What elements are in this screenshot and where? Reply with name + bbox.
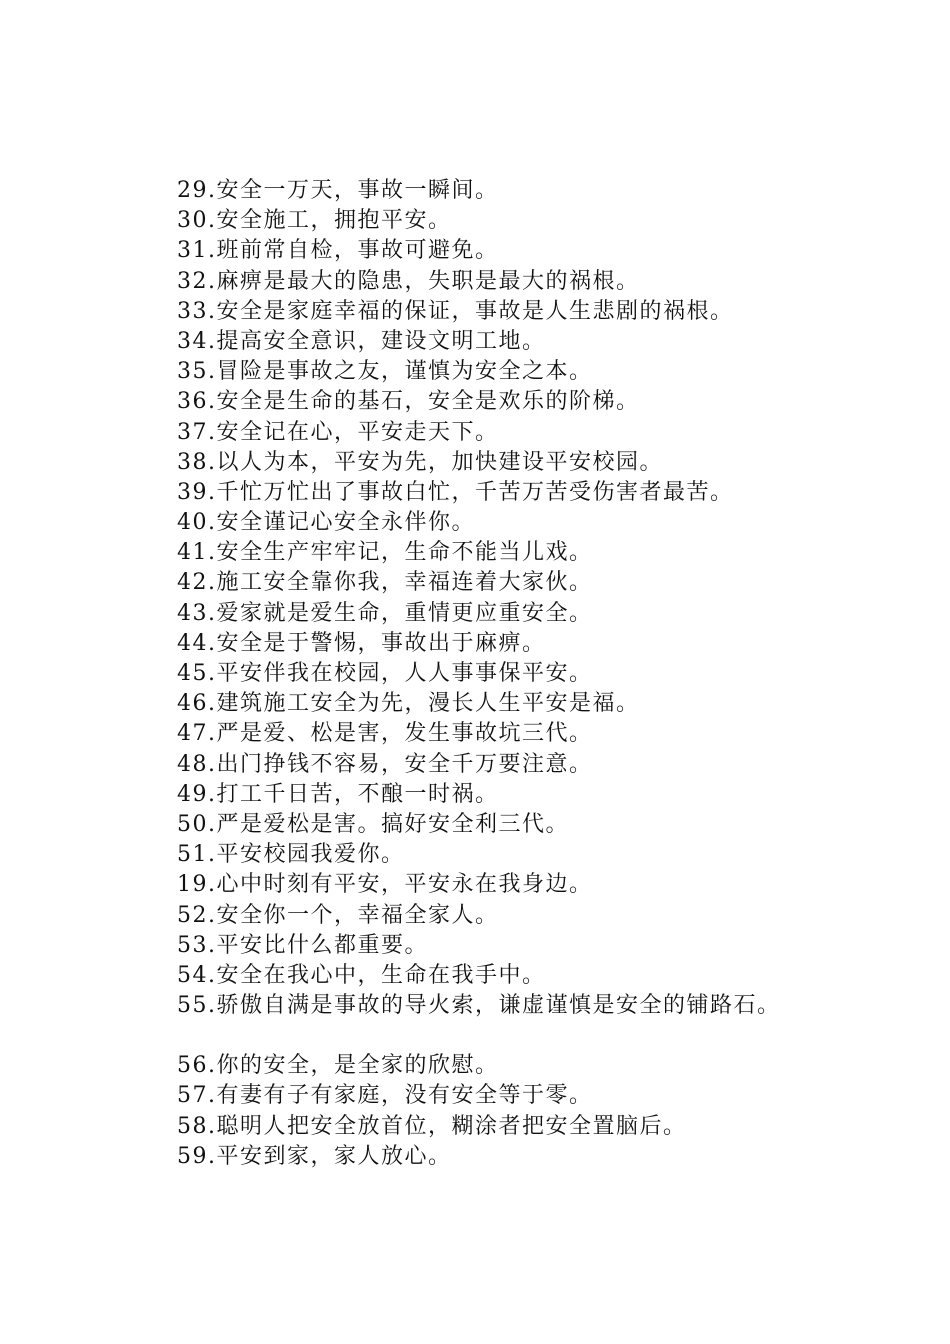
list-item: 40.安全谨记心安全永伴你。 [177, 510, 475, 536]
list-item: 29.安全一万天，事故一瞬间。 [177, 178, 499, 203]
list-item: 33.安全是家庭幸福的保证，事故是人生悲剧的祸根。 [177, 298, 734, 324]
list-item: 39.千忙万忙出了事故白忙，千苦万苦受伤害者最苦。 [177, 479, 734, 505]
list-item: 41.安全生产牢牢记，生命不能当儿戏。 [177, 540, 593, 566]
list-item: 37.安全记在心，平安走天下。 [177, 419, 499, 445]
list-item: 31.班前常自检，事故可避免。 [177, 238, 499, 264]
list-item: 38.以人为本，平安为先，加快建设平安校园。 [177, 449, 663, 475]
list-item: 47.严是爱、松是害，发生事故坑三代。 [177, 721, 593, 747]
list-item: 34.提高安全意识，建设文明工地。 [177, 328, 546, 354]
list-item: 57.有妻有子有家庭，没有安全等于零。 [177, 1083, 593, 1109]
list-item: 43.爱家就是爱生命，重情更应重安全。 [177, 600, 593, 626]
list-item: 30.安全施工，拥抱平安。 [177, 208, 452, 234]
list-item: 54.安全在我心中，生命在我手中。 [177, 962, 546, 988]
list-item: 50.严是爱松是害。搞好安全利三代。 [177, 811, 569, 837]
list-item: 42.施工安全靠你我，幸福连着大家伙。 [177, 570, 593, 596]
list-item: 32.麻痹是最大的隐患，失职是最大的祸根。 [177, 268, 640, 294]
list-item: 58.聪明人把安全放首位，糊涂者把安全置脑后。 [177, 1113, 687, 1139]
list-item: 45.平安伴我在校园，人人事事保平安。 [177, 661, 593, 686]
list-item: 55.骄傲自满是事故的导火索，谦虚谨慎是安全的铺路石。 [177, 993, 781, 1019]
slogan-list [177, 176, 877, 1172]
list-item: 59.平安到家，家人放心。 [177, 1143, 452, 1169]
list-item: 52.安全你一个，幸福全家人。 [177, 902, 499, 928]
list-item: 48.出门挣钱不容易，安全千万要注意。 [177, 751, 593, 777]
list-item: 46.建筑施工安全为先，漫长人生平安是福。 [177, 691, 640, 717]
list-item: 53.平安比什么都重要。 [177, 932, 428, 958]
list-item: 19.心中时刻有平安，平安永在我身边。 [177, 872, 593, 898]
list-item: 36.安全是生命的基石，安全是欢乐的阶梯。 [177, 389, 640, 415]
list-item: 44.安全是于警惕，事故出于麻痹。 [177, 630, 546, 656]
list-item: 56.你的安全，是全家的欣慰。 [177, 1053, 499, 1079]
list-item: 35.冒险是事故之友，谨慎为安全之本。 [177, 359, 593, 385]
list-item: 51.平安校园我爱你。 [177, 842, 405, 868]
list-item: 49.打工千日苦，不酿一时祸。 [177, 781, 499, 807]
